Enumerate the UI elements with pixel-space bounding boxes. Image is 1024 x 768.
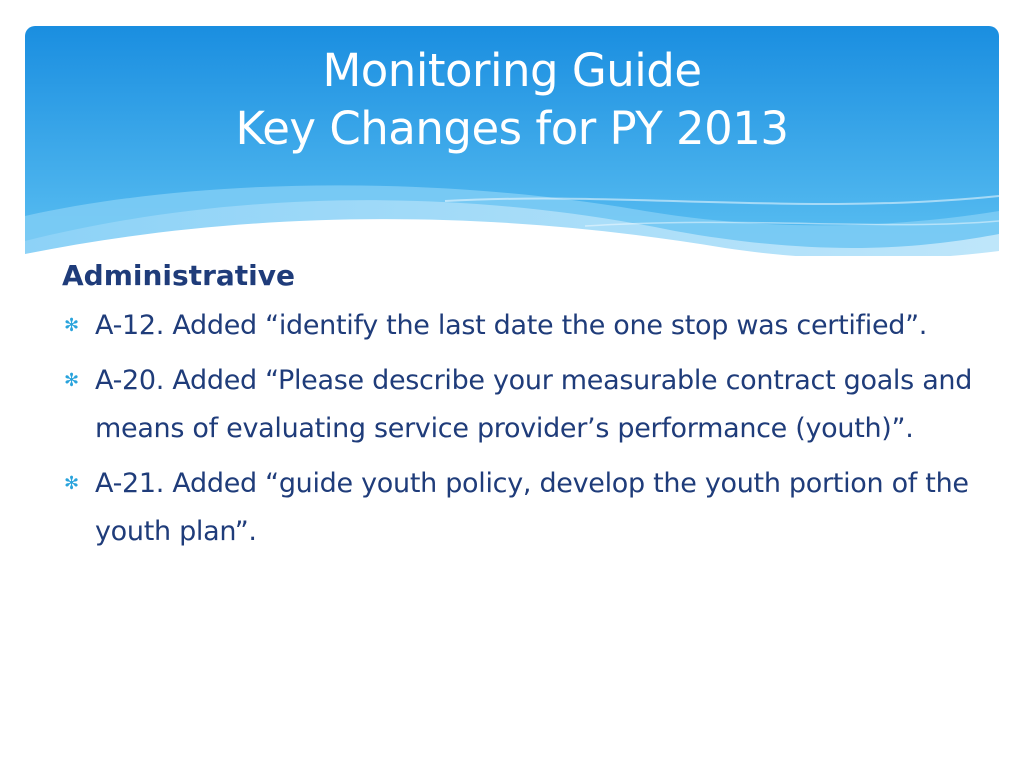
bullet-text: A-12. Added “identify the last date the one stop was certified”.: [95, 310, 928, 341]
title-banner: [25, 26, 999, 256]
section-heading: Administrative: [62, 259, 295, 292]
bullet-text: A-21. Added “guide youth policy, develop the youth portion of the youth plan”.: [95, 468, 969, 547]
slide-title: [25, 42, 999, 158]
asterisk-bullet-icon: ✻: [64, 370, 79, 391]
bullet-item-a20: [62, 357, 982, 453]
title-line-2: Key Changes for PY 2013: [235, 102, 789, 155]
title-line-1: Monitoring Guide: [322, 44, 702, 97]
bullet-item-a12: [62, 302, 982, 350]
bullet-item-a21: [62, 460, 982, 556]
asterisk-bullet-icon: ✻: [64, 473, 79, 494]
slide-body: [62, 254, 982, 563]
bullet-list: [62, 302, 982, 556]
asterisk-bullet-icon: ✻: [64, 315, 79, 336]
bullet-text: A-20. Added “Please describe your measurable contract goals and means of evaluating service provider’s performance (youth)”.: [95, 365, 973, 444]
